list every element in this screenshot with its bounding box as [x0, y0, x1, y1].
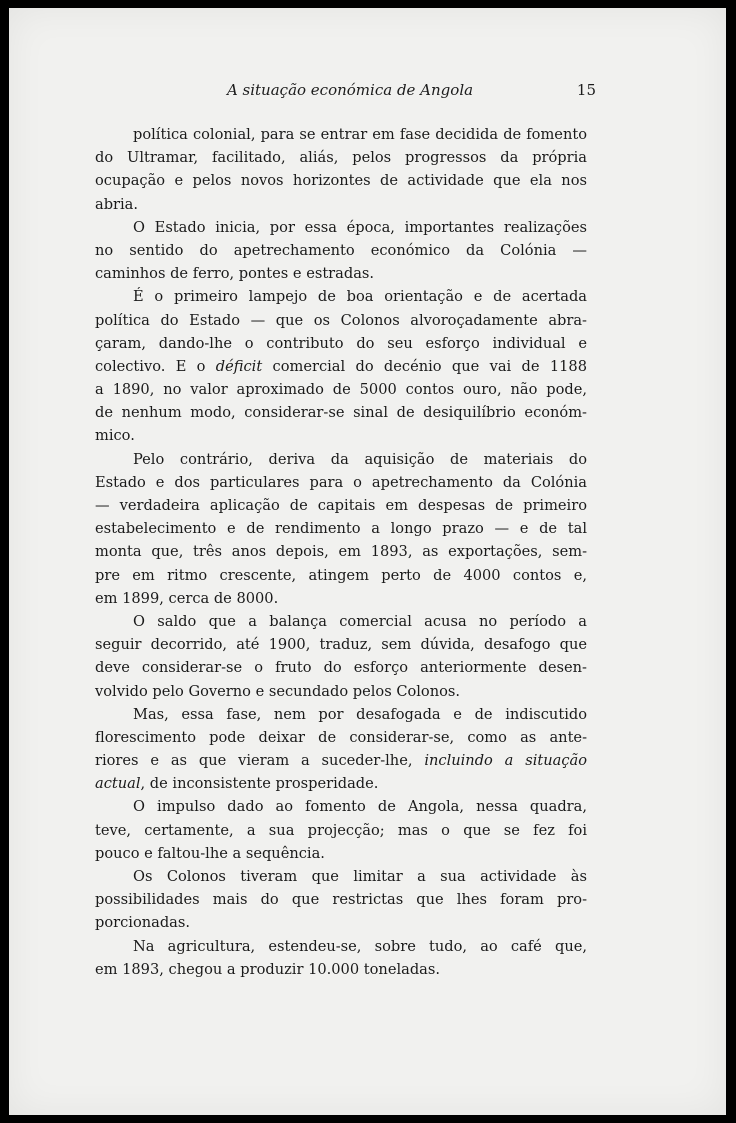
text-line: O saldo que a balança comercial acusa no período a: [133, 612, 587, 630]
text-line: Estado e dos particulares para o apetrechamento da Colónia: [95, 473, 587, 491]
text-line: política colonial, para se entrar em fase decidida de fomento: [133, 126, 587, 143]
paragraph: [95, 448, 587, 610]
text-line: volvido pelo Governo e secundado pelos Colonos.: [95, 682, 461, 700]
text-line: no sentido do apetrechamento económico da Colónia —: [95, 241, 587, 259]
text-line: porcionadas.: [95, 914, 191, 932]
paragraph: [95, 610, 587, 703]
text-line: pouco e faltou-lhe a sequência.: [95, 844, 325, 862]
text-line: possibilidades mais do que restrictas que lhes foram pro-: [95, 891, 587, 909]
text-line: estabelecimento e de rendimento a longo prazo — e de tal: [95, 520, 587, 538]
text-line: É o primeiro lampejo de boa orientação e de acertada: [133, 288, 587, 306]
text-line: em 1893, chegou a produzir 10.000 toneladas.: [95, 960, 440, 978]
text-line: pre em ritmo crescente, atingem perto de 4000 contos e,: [95, 566, 587, 584]
text-line: de nenhum modo, considerar-se sinal de desiquilíbrio económ-: [95, 404, 587, 422]
text-line: çaram, dando-lhe o contributo do seu esforço individual e: [95, 334, 587, 352]
text-line: abria.: [95, 195, 139, 213]
text-line: seguir decorrido, até 1900, traduz, sem dúvida, desafogo que: [95, 636, 587, 654]
text-line: Os Colonos tiveram que limitar a sua actividade às: [133, 868, 587, 885]
text-line: deve considerar-se o fruto do esforço anteriormente desen-: [95, 659, 587, 677]
text-line: riores e as que vieram a suceder-lhe, incluindo a situação: [95, 752, 587, 770]
paragraph: [95, 795, 587, 865]
text-line: Na agricultura, estendeu-se, sobre tudo, ao café que,: [133, 937, 587, 955]
text-line: teve, certamente, a sua projecção; mas o que se fez foi: [95, 821, 587, 839]
text-line: do Ultramar, facilitado, aliás, pelos progressos da própria: [95, 149, 587, 167]
text-line: em 1899, cerca de 8000.: [95, 589, 279, 607]
text-line: florescimento pode deixar de considerar-se, como as ante-: [95, 728, 587, 746]
page-header: [104, 78, 596, 104]
text-line: Mas, essa fase, nem por desafogada e de indiscutido: [133, 705, 587, 723]
paragraph: [95, 216, 587, 286]
text-line: colectivo. E o déficit comercial do decénio que vai de 1188: [95, 357, 587, 375]
text-line: monta que, três anos depois, em 1893, as exportações, sem-: [95, 543, 587, 561]
paragraph: [95, 935, 587, 981]
text-line: O impulso dado ao fomento de Angola, nessa quadra,: [133, 798, 587, 816]
text-line: actual, de inconsistente prosperidade.: [95, 775, 379, 793]
body-text: [95, 123, 587, 981]
text-line: O Estado inicia, por essa época, importantes realizações: [133, 218, 587, 236]
paragraph: [95, 285, 587, 447]
paragraph: [95, 123, 587, 216]
paragraph: [95, 865, 587, 935]
text-line: a 1890, no valor aproximado de 5000 contos ouro, não pode,: [95, 381, 587, 399]
text-line: mico.: [95, 427, 135, 445]
paragraph: [95, 703, 587, 796]
text-line: ocupação e pelos novos horizontes de actividade que ela nos: [95, 172, 587, 190]
text-line: política do Estado — que os Colonos alvoroçadamente abra-: [95, 311, 587, 329]
page-number: 15: [576, 81, 596, 99]
running-title: A situação económica de Angola: [226, 81, 474, 99]
text-line: caminhos de ferro, pontes e estradas.: [95, 265, 375, 283]
text-line: Pelo contrário, deriva da aquisição de materiais do: [133, 450, 587, 468]
text-line: — verdadeira aplicação de capitais em despesas de primeiro: [95, 497, 587, 514]
